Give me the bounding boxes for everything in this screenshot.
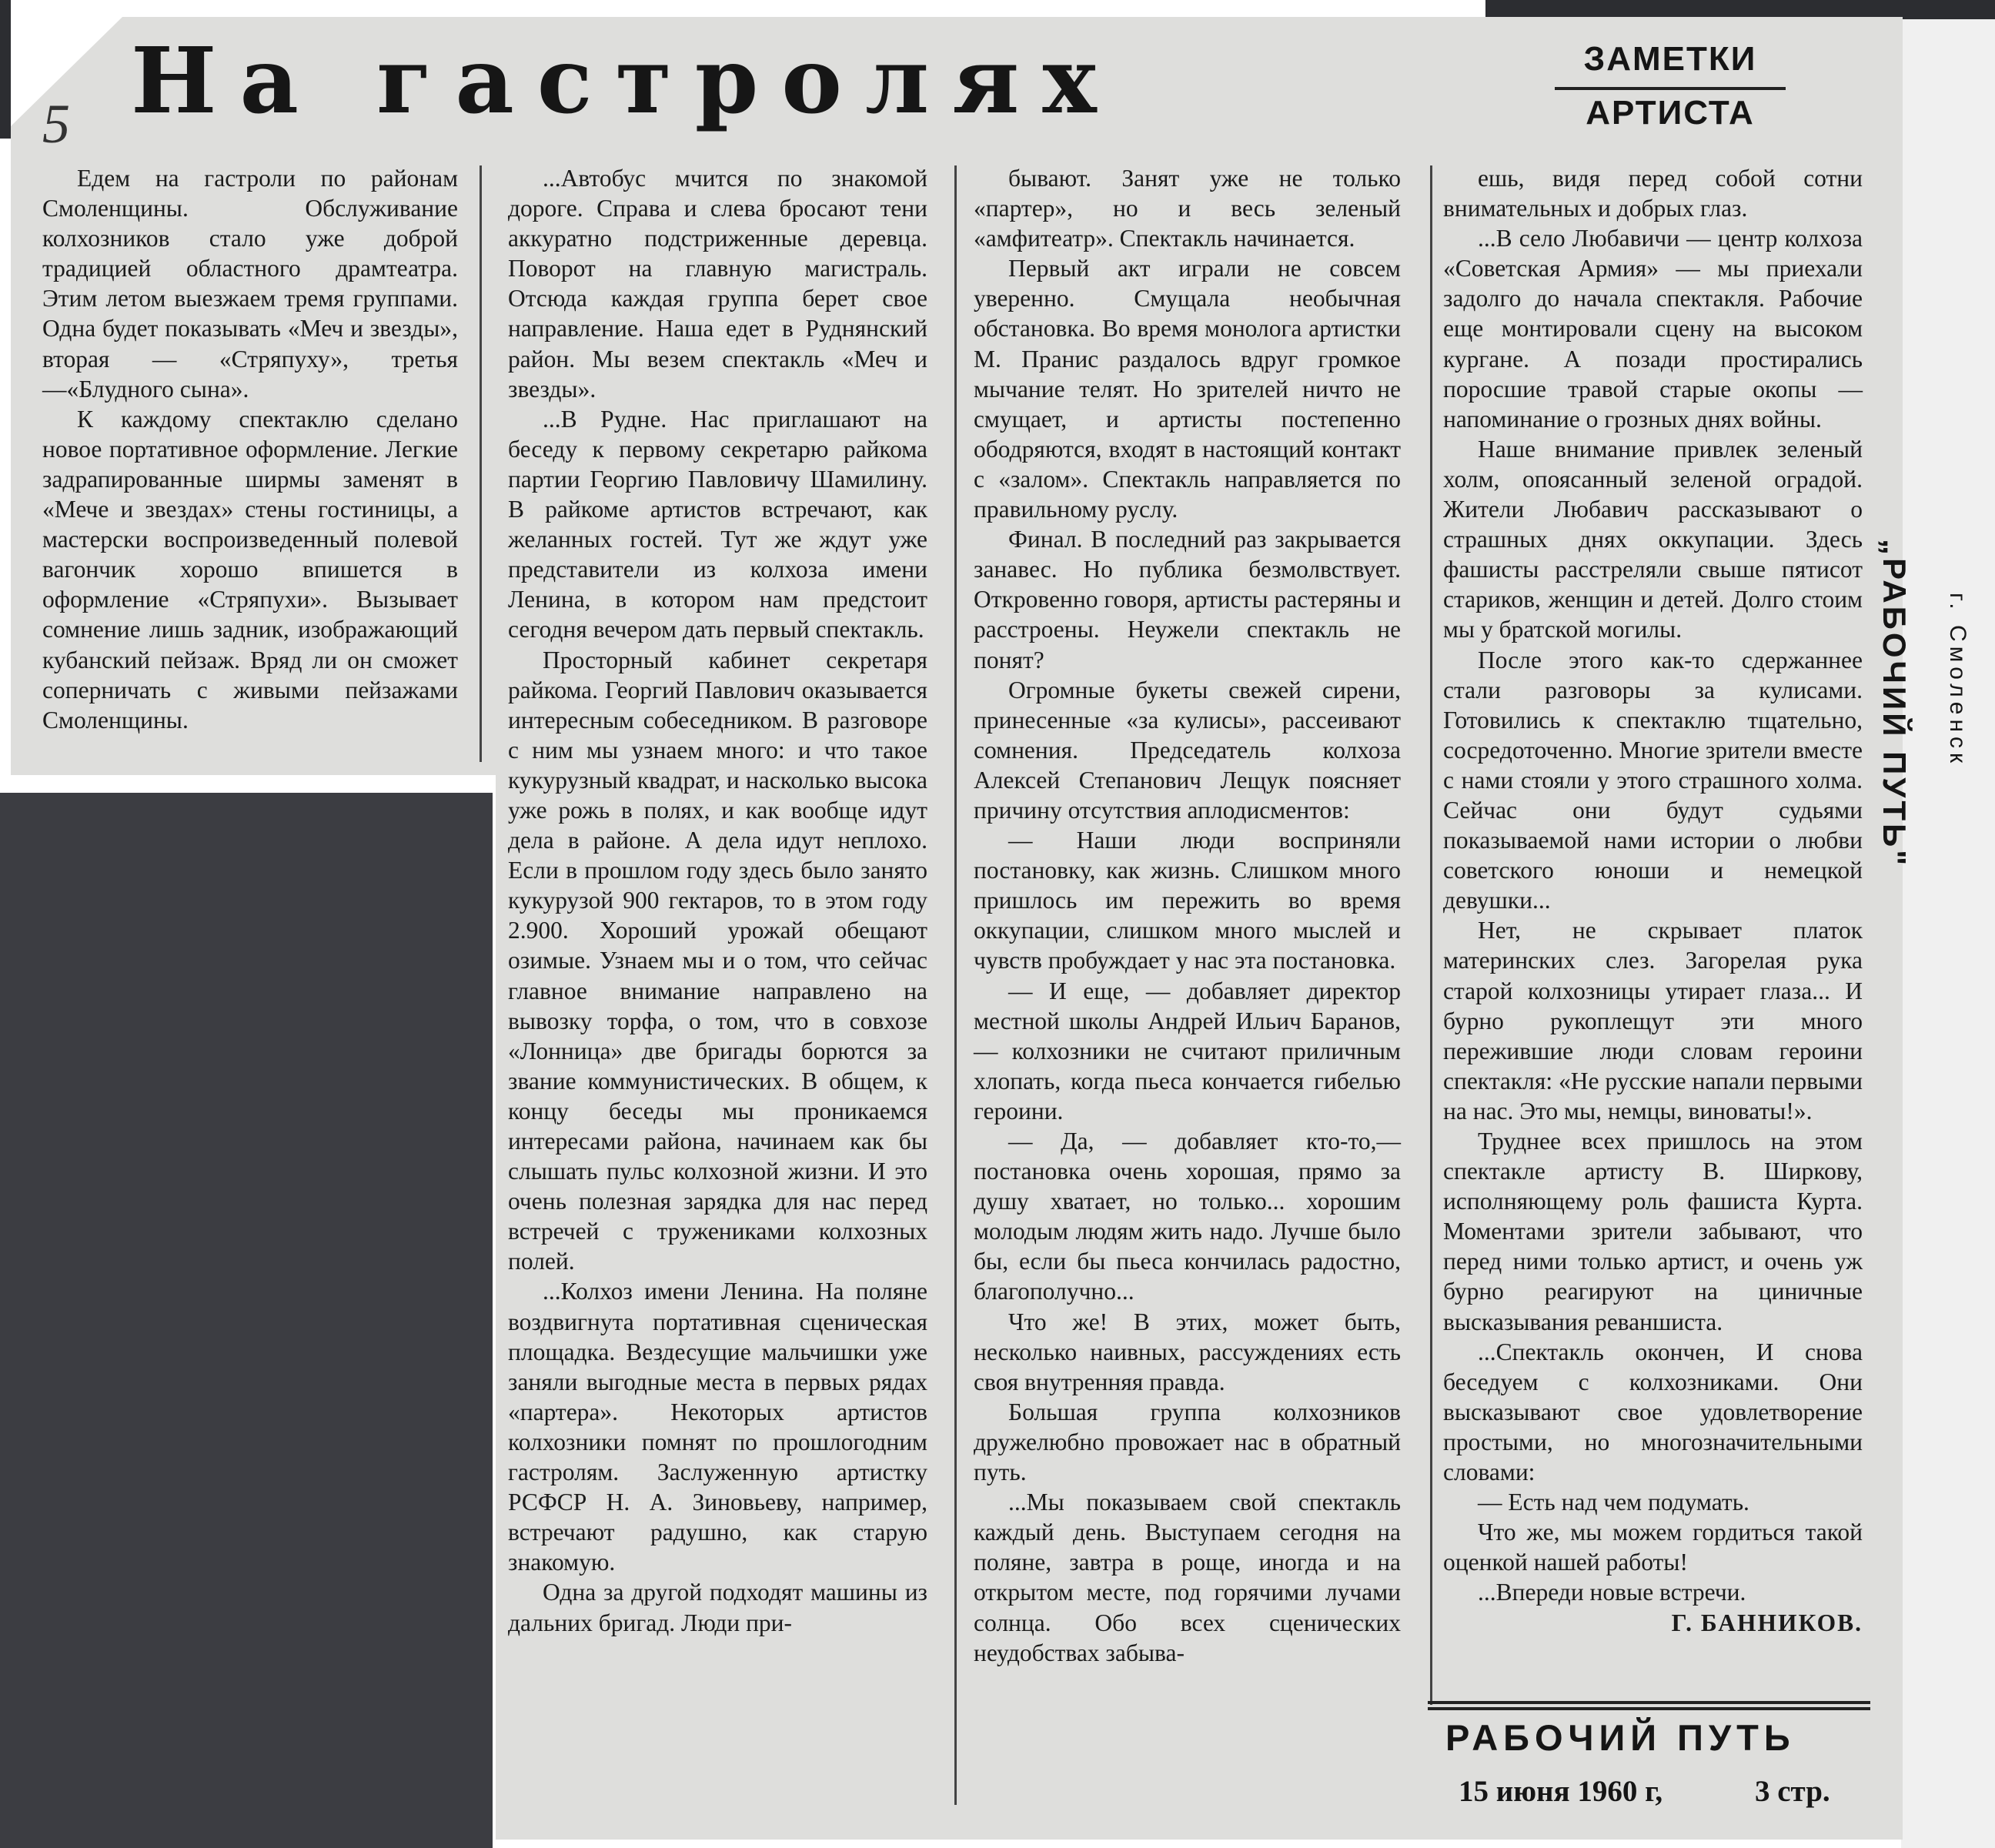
paragraph: Что же, мы можем гордиться такой оценкой нашей работы! <box>1443 1519 1863 1576</box>
sidebar-city: г. Смоленск <box>1945 593 1970 768</box>
paragraph: — Есть над чем подумать. <box>1478 1489 1749 1516</box>
footer-page-number: 3 стр. <box>1755 1775 1830 1808</box>
left-edge-background <box>0 0 11 139</box>
footer-date: 15 июня 1960 г, <box>1459 1775 1663 1808</box>
paragraph: Едем на гастроли по районам Смоленщины. Обслуживание колхозников стало уже доброй традицией областного драмтеатра. Этим летом выезжаем тремя группами. Одна будет показывать «Меч и звезды», вторая — «Стряпуху», третья—«Блудного сына». <box>42 165 458 403</box>
paragraph: ...В село Любавичи — центр колхоза «Советская Армия» — мы приехали задолго до начала спектакля. Рабочие еще монтировали сцену на высоком кургане. А позади простирались поросшие травой старые окопы — напоминание о грозных днях войны. <box>1443 225 1863 433</box>
paragraph: — И еще, — добавляет директор местной школы Андрей Ильич Баранов, — колхозники не считают приличным хлопать, когда пьеса кончается гибелью героини. <box>974 977 1401 1125</box>
paragraph: ешь, видя перед собой сотни внимательных и добрых глаз. <box>1443 165 1863 222</box>
paragraph: Первый акт играли не совсем уверенно. Смущала необычная обстановка. Во время монолога артистки М. Пранис раздалось вдруг громкое мычание телят. Но зрителей ничто не смущает, и артисты постепенно ободряются, входят в настоящий контакт с «залом». Спектакль направляется по правильному руслу. <box>974 255 1401 523</box>
paragraph: ...Мы показываем свой спектакль каждый день. Выступаем сегодня на поляне, завтра в роще, иногда и на открытом месте, под горячими лучами солнца. Обо всех сценических неудобствах забыва- <box>974 1489 1401 1666</box>
article-column-3 <box>974 163 1401 1668</box>
author-signature: Г. БАННИКОВ. <box>1671 1609 1863 1636</box>
column-divider <box>1430 165 1432 1705</box>
paragraph: Огромные букеты свежей сирени, принесенные «за кулисы», рассеивают сомнения. Председатель колхоза Алексей Степанович Лещук поясняет причину отсутствия аплодисментов: <box>974 676 1401 824</box>
paragraph: После этого как-то сдержаннее стали разговоры за кулисами. Готовились к спектаклю тщательно, сосредоточенно. Многие зрители вместе с нами стояли у этого страшного холма. Сейчас они будут судьями показываемой нами истории о любви советского юноши и немецкой девушки... <box>1443 646 1863 914</box>
paragraph: К каждому спектаклю сделано новое портативное оформление. Легкие задрапированные ширмы заменят в «Мече и звездах» стены гостиницы, а мастерски воспроизведенный полевой вагончик хорошо впишется в оформление «Стряпухи». Вызывает сомнение лишь задник, изображающий кубанский пейзаж. Вряд ли он сможет соперничать с живыми пейзажами Смоленщины. <box>42 405 458 734</box>
paragraph: — Наши люди восприняли постановку, как жизнь. Слишком много пришлось им пережить во время оккупации, слишком много мыслей и чувств пробуждает у нас эта постановка. <box>974 827 1401 974</box>
handwritten-page-mark: 5 <box>42 93 70 155</box>
paragraph: ...В Рудне. Нас приглашают на беседу к первому секретарю райкома партии Георгию Павловичу Шамилину. В райкоме артистов встречают, как желанных гостей. Тут же ждут уже представители из колхоза имени Ленина, в котором нам предстоит сегодня вечером дать первый спектакль. <box>508 405 927 643</box>
footer-newspaper-title: РАБОЧИЙ ПУТЬ <box>1445 1717 1796 1758</box>
right-margin-background <box>1901 0 1995 1848</box>
column-divider <box>480 165 482 762</box>
paragraph: Наше внимание привлек зеленый холм, опоясанный зеленой оградой. Жители Любавич рассказывают о страшных днях оккупации. Здесь фашисты расстреляли свыше пятисот стариков, женщин и детей. Долго стоим мы у братской могилы. <box>1443 435 1863 643</box>
paragraph: бывают. Занят уже не только «партер», но и весь зеленый «амфитеатр». Спектакль начинается. <box>974 165 1401 252</box>
rubric-bottom-label: АРТИСТА <box>1586 94 1755 132</box>
article-column-1 <box>42 163 458 735</box>
footer-rule <box>1428 1701 1870 1704</box>
footer-rule <box>1428 1707 1870 1710</box>
article-column-4 <box>1443 163 1863 1638</box>
paragraph: ...Впереди новые встречи. <box>1478 1579 1746 1606</box>
rubric-divider <box>1555 87 1786 90</box>
top-edge-background <box>1485 0 1995 19</box>
paragraph: — Да, — добавляет кто-то,— постановка очень хорошая, прямо за душу хватает, но только... хорошим молодым людям жить надо. Лучше было бы, если бы пьеса кончилась радостно, благополучно... <box>974 1128 1401 1305</box>
dark-background <box>0 793 493 1848</box>
article-headline: На гастролях <box>131 27 1120 134</box>
paragraph: Труднее всех пришлось на этом спектакле артисту В. Ширкову, исполняющему роль фашиста Курта. Моментами зрители забывают, что перед ними только артист, и очень уж бурно реагируют на циничные высказывания реваншиста. <box>1443 1128 1863 1335</box>
rubric-top-label: ЗАМЕТКИ <box>1583 40 1757 78</box>
sidebar-newspaper-name: „РАБОЧИЙ ПУТЬ" <box>1876 539 1913 869</box>
paragraph: Финал. В последний раз закрывается занавес. Но публика безмолвствует. Откровенно говоря, артисты растеряны и расстроены. Неужели спектакль не понят? <box>974 526 1401 673</box>
paragraph: Большая группа колхозников дружелюбно провожает нас в обратный путь. <box>974 1398 1401 1486</box>
paragraph: Просторный кабинет секретаря райкома. Георгий Павлович оказывается интересным собеседником. В разговоре с ним мы узнаем много: и что такое кукурузный квадрат, и насколько высока уже рожь в полях, и как вообще идут дела в районе. А дела идут неплохо. Если в прошлом году здесь было занято кукурузой 900 гектаров, то в этом году 2.900. Хороший урожай обещают озимые. Узнаем мы и о том, что сейчас главное внимание направлено на вывозку торфа, о том, что в совхозе «Лонница» две бригады борются за звание коммунистических. В общем, к концу беседы мы проникаемся интересами района, начинаем как бы слышать пульс колхозной жизни. И это очень полезная зарядка для нас перед встречей с тружениками колхозных полей. <box>508 646 927 1275</box>
paragraph: Что же! В этих, может быть, несколько наивных, рассуждениях есть своя внутренняя правда. <box>974 1308 1401 1395</box>
paragraph: ...Спектакль окончен, И снова беседуем с колхозниками. Они высказывают свое удовлетворение простыми, но многозначительными словами: <box>1443 1338 1863 1486</box>
paragraph: ...Колхоз имени Ленина. На поляне воздвигнута портативная сценическая площадка. Вездесущие мальчишки уже заняли выгодные места в первых рядах «партера». Некоторых артистов колхозники помнят по прошлогодним гастролям. Заслуженную артистку РСФСР Н. А. Зиновьеву, например, встречают радушно, как старую знакомую. <box>508 1278 927 1576</box>
article-column-2 <box>508 163 927 1638</box>
paragraph: Одна за другой подходят машины из дальних бригад. Люди при- <box>508 1579 927 1636</box>
column-divider <box>954 165 957 1805</box>
paragraph: ...Автобус мчится по знакомой дороге. Справа и слева бросают тени аккуратно подстриженные деревца. Поворот на главную магистраль. Отсюда каждая группа берет свое направление. Наша едет в Руднянский район. Мы везем спектакль «Меч и звезды». <box>508 165 927 403</box>
paragraph: Нет, не скрывает платок материнских слез. Загорелая рука старой колхозницы утирает глаза... И бурно рукоплещут эти много пережившие люди словам героини спектакля: «Не русские напали первыми на нас. Это мы, немцы, виноваты!». <box>1443 917 1863 1125</box>
